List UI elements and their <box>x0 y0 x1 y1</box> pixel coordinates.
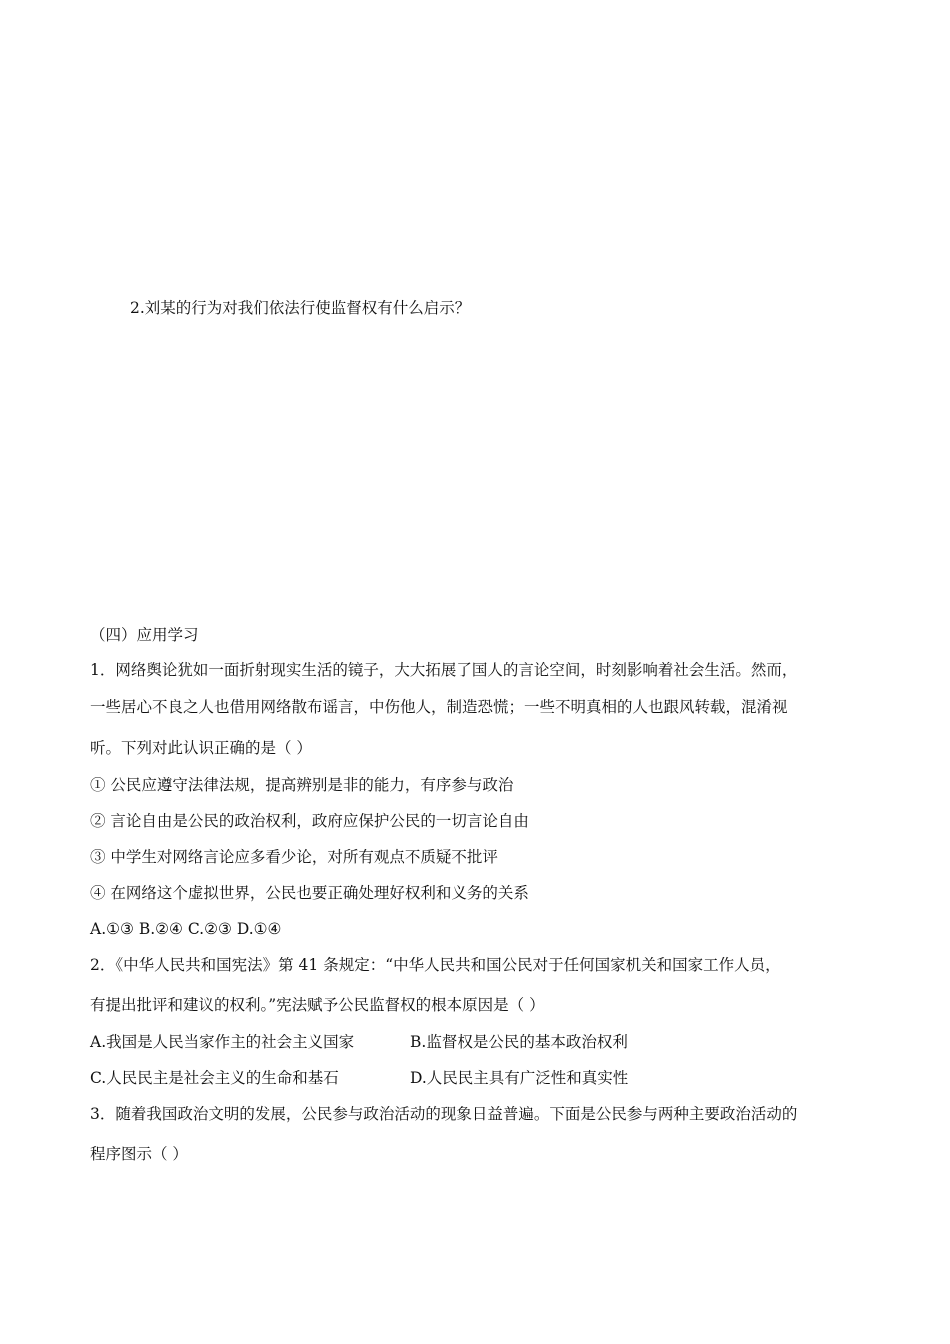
reflection-question: 2.刘某的行为对我们依法行使监督权有什么启示？ <box>130 299 471 317</box>
question1-choices: A.①③ B.②④ C.②③ D.①④ <box>90 920 282 938</box>
question1-line2: 一些居心不良之人也借用网络散布谣言，中伤他人，制造恐慌；一些不明真相的人也跟风转载，混淆视 <box>90 698 788 716</box>
question1-line1: 1．网络舆论犹如一面折射现实生活的镜子，大大拓展了国人的言论空间，时刻影响着社会生活。然而， <box>90 661 798 679</box>
question2-choice-c: C.人民民主是社会主义的生命和基石 <box>90 1069 339 1087</box>
question2-choice-a: A.我国是人民当家作主的社会主义国家 <box>90 1033 355 1051</box>
question2-line2: 有提出批评和建议的权利。”宪法赋予公民监督权的根本原因是（ ） <box>90 996 545 1014</box>
question1-option-1: ① 公民应遵守法律法规，提高辨别是非的能力，有序参与政治 <box>90 776 514 794</box>
question1-option-2: ② 言论自由是公民的政治权利，政府应保护公民的一切言论自由 <box>90 812 529 830</box>
question1-option-4: ④ 在网络这个虚拟世界，公民也要正确处理好权利和义务的关系 <box>90 884 529 902</box>
question1-option-3: ③ 中学生对网络言论应多看少论，对所有观点不质疑不批评 <box>90 848 498 866</box>
question3-line1: 3．随着我国政治文明的发展，公民参与政治活动的现象日益普遍。下面是公民参与两种主要政治活动的 <box>90 1105 798 1123</box>
question1-line3: 听。下列对此认识正确的是（ ） <box>90 739 312 757</box>
question2-choice-b: B.监督权是公民的基本政治权利 <box>410 1033 628 1051</box>
question3-line2: 程序图示（ ） <box>90 1145 188 1163</box>
section-title: （四）应用学习 <box>90 626 199 644</box>
question2-line1: 2．《中华人民共和国宪法》第 41 条规定：“中华人民共和国公民对于任何国家机关和国家工作人员， <box>90 956 781 974</box>
question2-choice-d: D.人民民主具有广泛性和真实性 <box>410 1069 629 1087</box>
